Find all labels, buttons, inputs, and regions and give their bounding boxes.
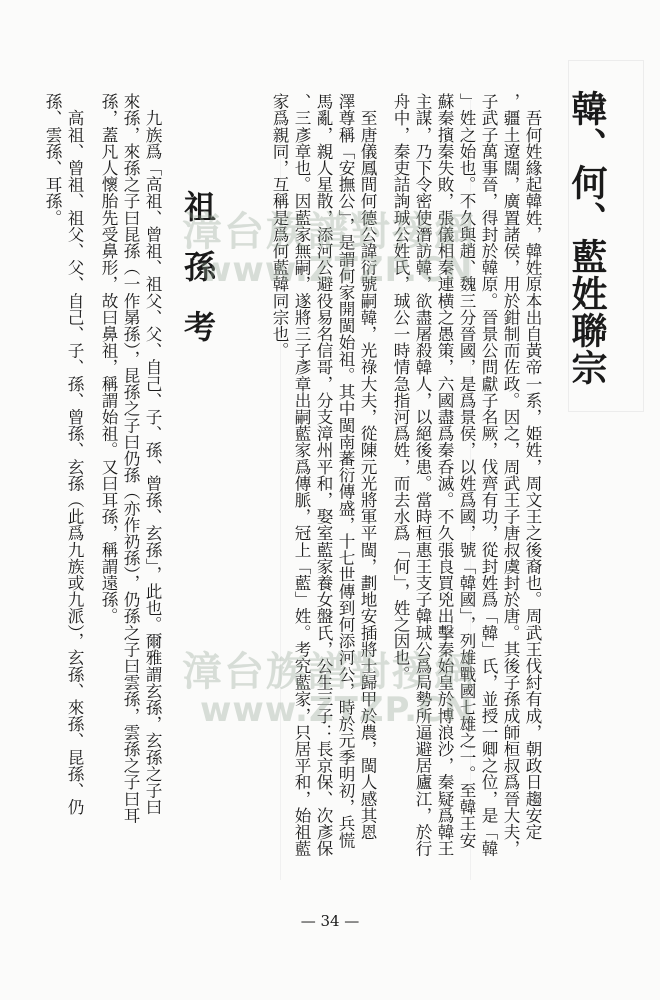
body-column-8: 至唐儀鳳間何德公諱衍號嗣韓，光祿大夫，從陳元光將軍平閩，劃地安插將士歸甲於農，閩人感其恩 [358,93,377,840]
body-column-5: 蘇秦擯秦失敗，張儀相秦連横之愚策，六國盡爲秦呑滅。不久張良買兇出擊秦始皇於博浪沙，秦疑爲韓王 [435,93,454,857]
section-column-3: 孫，蓋凡人懷胎先受鼻形，故曰鼻祖，稱謂始祖。又曰耳孫，稱謂遠孫。 [99,93,118,625]
watermark-url: www.ZTZP.CN [200,690,474,730]
body-column-10: 馬亂，親人星散，添河公避役易名信哥，分支漳州平和，娶室藍家養女盤氏，公生三子：長京保、次彥保 [314,93,333,857]
body-column-2: ，疆土遼闊，廣置諸侯，用於鉗制而佐政。因之，周武王子唐叔虞封於唐。其後子孫成師桓叔爲晉大夫， [501,93,520,857]
page-title: 韓、何、藍姓聯宗 [566,90,607,386]
section-column-2: 來孫，來孫之子曰昆孫（一作晜孫），昆孫之子曰仍孫（亦作礽孫），仍孫之子曰雲孫，雲孫之子曰耳 [121,93,140,824]
section-title: 祖孫考 [179,190,217,370]
body-column-3: 子武子萬事晉，得封於韓原。晉景公問獻子名厥，伐齊有功，從封姓爲「韓」氏，並授一卿之位，是「韓 [479,93,498,857]
watermark-name: 漳台族譜對接網 [182,649,476,695]
body-column-7: 舟中，秦吏詰詢珹公姓氏，珹公一時情急指河爲姓，而去水爲「何」，姓之因也。 [391,93,410,683]
body-column-6: 主謀，乃下令密使潛訪韓，欲盡屠殺韓人，以絕後患。當時桓惠王支子韓珹公爲局勢所逼避居廬江，於行 [413,93,432,857]
body-column-12: 家爲親同，互稱是爲何藍韓同宗也。 [270,93,289,359]
watermark-url: www.ZTZP.CN [200,250,474,290]
section-column-5: 孫、雲孫、耳孫。 [43,93,62,226]
body-column-4: 」姓之始也。不久與趙、魏三分晉國，是爲景侯，以姓爲國，號「韓國」，列雄戰國七雄之一。至韓王安 [457,93,476,849]
watermark-name: 漳台族譜對接網 [182,209,476,255]
body-column-1: 吾何姓緣起韓姓，韓姓原本出自黃帝一系，姫姓，周文王之後裔也。周武王伐紂有成，朝政日趨安定 [523,93,542,840]
section-column-1: 九族爲「高祖、曾祖、祖父、父、自己、子、孫、曾孫、玄孫」，此也。爾雅謂玄孫，玄孫之子曰 [143,93,162,816]
body-column-11: 、三彥章也。因藍家無嗣，遂將三子彥章出嗣藍家爲傳脈，冠上「藍」姓。考究藍家，只居平和，始祖藍 [292,93,311,857]
body-column-9: 澤尊稱「安撫公」，是謂何家開閩始祖。其中閩南蕃衍傳盛，十七世傳到何添河公，時於元季明初，兵慌 [336,93,355,849]
section-column-4: 高祖、曾祖、祖父、父、自己、子、孫、曾孫、玄孫（此爲九族或九派），玄孫、來孫、昆孫、仍 [65,93,84,816]
page-number: — 34 — [300,912,360,930]
